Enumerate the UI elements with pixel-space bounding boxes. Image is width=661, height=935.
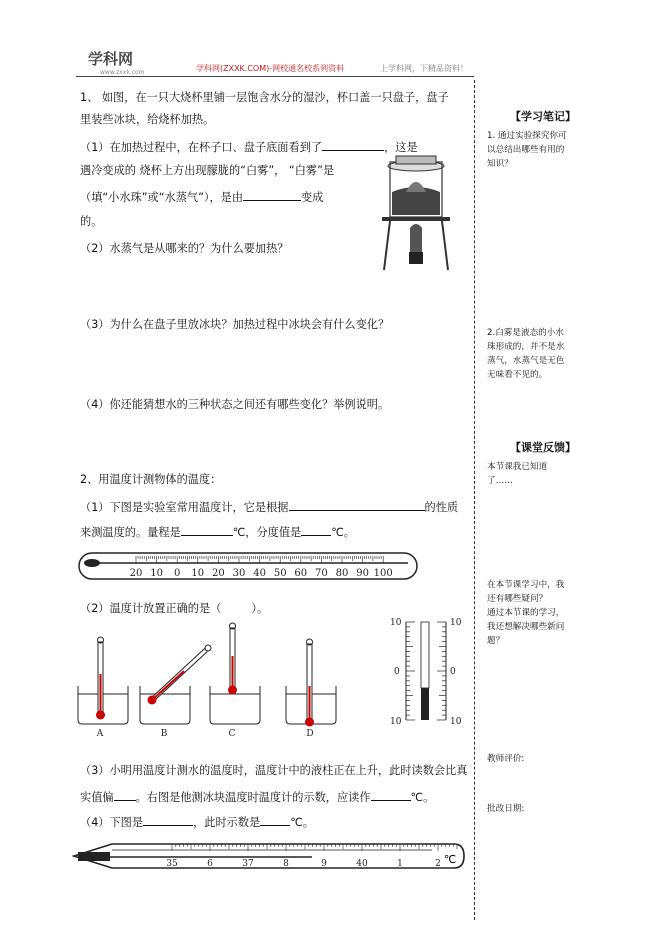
clinical-thermometer-tick-label: 8 xyxy=(283,859,289,869)
q2-part4-text-a: （4）下图是 xyxy=(80,816,144,829)
q1-part1-text-b: ，这是 xyxy=(384,141,418,154)
q1-part1-text-a: （1）在加热过程中，在杯子口、盘子底面看到了 xyxy=(80,141,323,154)
note-line: 蒸气，水蒸气是无色 xyxy=(487,356,565,366)
q2-part3-text-a: 实值偏 xyxy=(80,791,114,804)
lab-thermometer-tick-label: 30 xyxy=(232,568,246,579)
q1-part1-text-c: （填“小水珠”或“水蒸气”），是由 xyxy=(80,191,244,204)
beaker-apparatus-illustration xyxy=(376,152,456,272)
beaker-label-c: C xyxy=(228,729,236,739)
note-line: 无味看不见的。 xyxy=(487,370,548,380)
note-line: 1. 通过实验探究你可 xyxy=(487,131,567,141)
q2-part4-text-b: ，此时示数是 xyxy=(193,816,261,829)
q2-part1-line1 xyxy=(80,499,458,515)
lab-thermometer-tick-label: 20 xyxy=(129,568,143,579)
header-divider xyxy=(76,76,474,77)
q2-part2-text-a: （2）温度计放置正确的是（ xyxy=(80,602,222,615)
clinical-thermometer-tick-label: 9 xyxy=(321,859,327,869)
q1-part4: （4）你还能猜想水的三种状态之间还有哪些变化？举例说明。 xyxy=(80,398,390,411)
q1-part1-text-d: 变成 xyxy=(301,191,324,204)
q2-part1-text-c: 来测温度的。量程是 xyxy=(80,526,181,539)
lab-thermometer-tick-label: 10 xyxy=(191,568,205,579)
notes-title: 【学习笔记】 xyxy=(510,110,576,123)
note-line: 知识？ xyxy=(487,159,513,169)
scale-label-bottom-left: 10 xyxy=(390,717,402,727)
lab-thermometer-tick-label: 50 xyxy=(273,568,287,579)
feedback-line: 还有哪些疑问？ xyxy=(487,594,548,604)
note-line: 以总结出哪些有用的 xyxy=(487,145,565,155)
sidebar-feedback-2 xyxy=(487,578,587,648)
lab-thermometer-tick-label: 10 xyxy=(150,568,163,579)
lab-thermometer-tick-label: 20 xyxy=(212,568,225,579)
scale-label-top-left: 10 xyxy=(390,618,402,628)
clinical-thermometer-tick-label: 35 xyxy=(166,859,178,869)
q2-title: 2、用温度计测物体的温度： xyxy=(80,473,222,486)
feedback-line: 我还想解决哪些新问 xyxy=(487,622,565,632)
grading-date-label: 批改日期: xyxy=(487,804,525,814)
clinical-unit-label: ℃ xyxy=(443,853,457,866)
note-line: 珠形成的，并不是水 xyxy=(487,342,565,352)
teacher-evaluation-label: 教师评价: xyxy=(487,754,525,764)
lab-thermometer-tick-label: 0 xyxy=(174,568,181,579)
clinical-thermometer-tick-label: 1 xyxy=(397,859,403,869)
answer-blank[interactable] xyxy=(243,189,301,201)
q2-part1-text-b: 的性质 xyxy=(424,501,459,514)
answer-blank[interactable] xyxy=(114,789,136,801)
q2-part1-line2 xyxy=(80,524,355,540)
clinical-thermometer-tick-label: 37 xyxy=(242,859,254,869)
sidebar-note-2 xyxy=(487,326,587,382)
column-divider xyxy=(474,80,475,920)
feedback-title: 【课堂反馈】 xyxy=(510,441,576,454)
lab-thermometer xyxy=(78,551,420,583)
feedback-line: 了…… xyxy=(487,476,513,486)
q2-part4-text-c: ℃。 xyxy=(290,816,314,829)
feedback-line: 本节课我已知道 xyxy=(487,462,548,472)
lab-thermometer-tick-label: 90 xyxy=(356,568,369,579)
logo-text: 学科网 xyxy=(88,50,134,68)
q1-part1-line3 xyxy=(80,189,323,205)
note-line: 2.白雾是液态的小水 xyxy=(487,328,564,338)
answer-blank[interactable] xyxy=(301,524,331,536)
vertical-thermometer-scale xyxy=(388,616,468,728)
site-logo xyxy=(88,48,145,76)
q1-part3: （3）为什么在盘子里放冰块？加热过程中冰块会有什么变化？ xyxy=(80,318,390,331)
q2-part2-text-b: ）。 xyxy=(251,602,269,615)
scale-label-zero-left: 0 xyxy=(394,667,400,677)
feedback-line: 题？ xyxy=(487,636,505,646)
q1-intro-line1: 1、 如图，在一只大烧杯里铺一层饱含水分的湿沙，杯口盖一只盘子，盘子 xyxy=(80,91,449,104)
scale-label-zero-right: 0 xyxy=(450,667,456,677)
q1-part2: （2）水蒸气是从哪来的？为什么要加热？ xyxy=(80,242,289,255)
clinical-thermometer-tick-label: 2 xyxy=(435,859,441,869)
answer-blank[interactable] xyxy=(289,499,425,511)
lab-thermometer-tick-label: 80 xyxy=(335,568,349,579)
q2-part3-line1: （3）小明用温度计测水的温度时，温度计中的液柱正在上升，此时读数会比真 xyxy=(80,764,468,777)
lab-thermometer-tick-label: 100 xyxy=(373,568,393,579)
beaker-label-d: D xyxy=(306,729,314,739)
clinical-thermometer-tick-label: 6 xyxy=(207,859,213,869)
lab-thermometer-tick-label: 60 xyxy=(294,568,308,579)
beaker-label-b: B xyxy=(160,729,168,739)
lab-thermometer-tick-label: 40 xyxy=(253,568,266,579)
beaker-d xyxy=(286,639,336,727)
answer-blank[interactable] xyxy=(181,524,233,536)
lab-thermometer-tick-label: 70 xyxy=(315,568,328,579)
q2-part4 xyxy=(80,814,314,830)
scale-label-bottom-right: 10 xyxy=(450,717,462,727)
sidebar-note-1 xyxy=(487,129,587,171)
beaker-b xyxy=(140,645,211,724)
beaker-label-a: A xyxy=(96,729,104,739)
answer-blank[interactable] xyxy=(371,789,411,801)
answer-blank[interactable] xyxy=(260,814,290,826)
q1-part1-line1 xyxy=(80,139,418,155)
q2-part2 xyxy=(80,601,268,616)
feedback-line: 在本节课学习中，我 xyxy=(487,580,565,590)
sidebar-feedback-1 xyxy=(487,460,587,488)
q2-part1-text-e: ℃。 xyxy=(331,526,355,539)
answer-blank[interactable] xyxy=(322,139,384,151)
q2-part1-text-d: ℃，分度值是 xyxy=(232,526,302,539)
beaker-options-figure xyxy=(72,616,372,742)
beaker-c xyxy=(210,623,260,724)
q1-part1-line2: 遇冷变成的 烧杯上方出现朦胧的“白雾”， “白雾”是 xyxy=(80,164,335,177)
feedback-line: 通过本节课的学习， xyxy=(487,608,565,618)
scale-label-top-right: 10 xyxy=(450,618,462,628)
q2-part3-line2 xyxy=(80,789,434,805)
header-center-text: 学科网(ZXXK.COM)-网校通名校系列资料 xyxy=(196,64,345,73)
q1-intro-line2: 里装些冰块，给烧杯加热。 xyxy=(80,113,215,126)
answer-blank[interactable] xyxy=(143,814,193,826)
beaker-a xyxy=(78,637,128,724)
q2-part3-text-b: 。右图是他测冰块温度时温度计的示数，应读作 xyxy=(135,791,371,804)
logo-subtext: www.zxxk.com xyxy=(100,69,145,76)
clinical-thermometer-tick-label: 40 xyxy=(356,859,368,869)
q2-part1-text-a: （1）下图是实验室常用温度计，它是根据 xyxy=(80,501,289,514)
clinical-thermometer xyxy=(72,838,468,876)
q2-part3-text-c: ℃。 xyxy=(410,791,435,804)
header-right-text: 上学科网，下精品资料！ xyxy=(380,64,468,73)
q1-part1-line4: 的。 xyxy=(80,215,103,228)
